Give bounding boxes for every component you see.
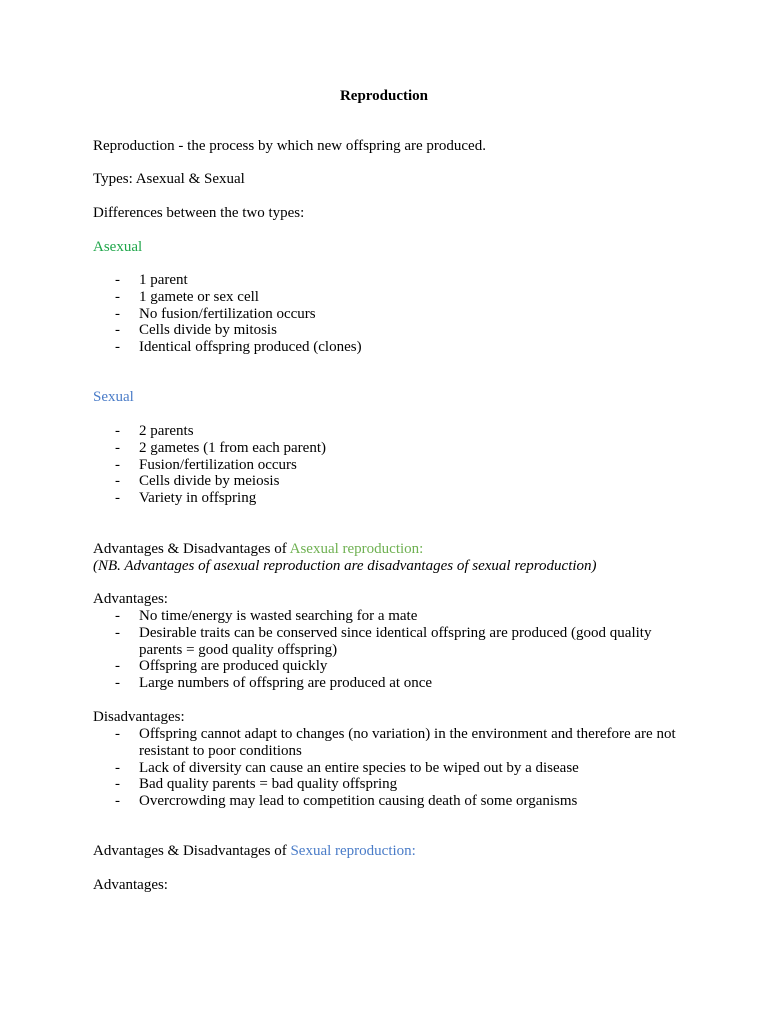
asexual-advantages-list — [0, 608, 768, 692]
list-item-text: Offspring cannot adapt to changes (no variation) in the environment and therefore are not resistant to poor conditions — [139, 726, 676, 759]
bullet-dash: - — [115, 608, 120, 624]
asexual-advantages-label: Advantages: — [93, 591, 168, 607]
bullet-dash: - — [115, 726, 120, 742]
list-item-text: Cells divide by mitosis — [139, 322, 277, 339]
list-item — [0, 793, 768, 810]
list-item-text: Identical offspring produced (clones) — [139, 339, 362, 355]
list-item-text: Cells divide by meiosis — [139, 473, 280, 490]
list-item — [0, 322, 768, 339]
list-item — [0, 760, 768, 777]
asexual-disadvantages-list — [0, 726, 768, 810]
list-item — [0, 289, 768, 306]
bullet-dash: - — [115, 759, 120, 776]
list-item — [0, 490, 768, 507]
list-item-text: 1 gamete or sex cell — [139, 288, 259, 305]
list-item — [0, 272, 768, 289]
list-item — [0, 457, 768, 474]
list-item — [0, 675, 768, 692]
list-item-text: Fusion/fertilization occurs — [139, 456, 297, 473]
sexual-list — [0, 423, 768, 507]
definition-text: Reproduction - the process by which new offspring are produced. — [93, 138, 486, 154]
list-item-text: Desirable traits can be conserved since identical offspring are produced (good quality parents = good quality offspring) — [139, 624, 652, 658]
list-item — [0, 608, 768, 625]
bullet-dash: - — [115, 490, 120, 506]
bullet-dash: - — [115, 456, 120, 473]
asexual-heading: Asexual — [93, 239, 143, 255]
types-text: Types: Asexual & Sexual — [93, 171, 245, 187]
asexual-note — [93, 558, 597, 575]
asexual-disadvantages-label: Disadvantages: — [93, 709, 185, 725]
list-item-text: 2 parents — [139, 423, 194, 439]
asexual-ad-prefix: Advantages & Disadvantages of — [93, 541, 290, 557]
sexual-ad-highlight: Sexual reproduction: — [290, 843, 416, 859]
asexual-list — [0, 272, 768, 356]
sexual-ad-heading — [93, 843, 416, 860]
list-item — [0, 473, 768, 490]
sexual-heading: Sexual — [93, 389, 134, 405]
bullet-dash: - — [115, 776, 120, 793]
bullet-dash: - — [115, 658, 120, 675]
list-item-text: Lack of diversity can cause an entire species to be wiped out by a disease — [139, 759, 579, 776]
bullet-dash: - — [115, 423, 120, 439]
bullet-dash: - — [115, 624, 120, 641]
bullet-dash: - — [115, 339, 120, 355]
list-item — [0, 776, 768, 793]
asexual-note-text: (NB. Advantages of asexual reproduction are disadvantages of sexual reproduction) — [93, 558, 597, 574]
list-item — [0, 306, 768, 323]
bullet-dash: - — [115, 272, 120, 288]
bullet-dash: - — [115, 473, 120, 490]
bullet-dash: - — [115, 793, 120, 809]
list-item — [0, 339, 768, 356]
list-item — [0, 658, 768, 675]
sexual-advantages-label: Advantages: — [93, 877, 168, 893]
list-item-text: Large numbers of offspring are produced at once — [139, 675, 433, 691]
list-item — [0, 726, 768, 760]
list-item-text: 2 gametes (1 from each parent) — [139, 439, 326, 456]
list-item-text: Bad quality parents = bad quality offspring — [139, 776, 398, 793]
asexual-ad-highlight: Asexual reproduction: — [289, 541, 424, 557]
list-item-text: No time/energy is wasted searching for a mate — [139, 608, 418, 624]
list-item-text: Overcrowding may lead to competition causing death of some organisms — [139, 793, 578, 809]
list-item-text: 1 parent — [139, 272, 188, 288]
list-item — [0, 440, 768, 457]
list-item — [0, 423, 768, 440]
asexual-ad-heading — [93, 541, 423, 558]
bullet-dash: - — [115, 305, 120, 322]
document-title: Reproduction — [339, 88, 429, 104]
sexual-ad-prefix: Advantages & Disadvantages of — [93, 843, 291, 859]
bullet-dash: - — [115, 439, 120, 456]
list-item-text: Offspring are produced quickly — [139, 658, 328, 675]
differences-intro: Differences between the two types: — [93, 205, 305, 221]
list-item-text: Variety in offspring — [139, 490, 257, 506]
bullet-dash: - — [115, 675, 120, 691]
bullet-dash: - — [115, 288, 120, 305]
list-item-text: No fusion/fertilization occurs — [139, 305, 316, 322]
bullet-dash: - — [115, 322, 120, 339]
list-item — [0, 625, 768, 659]
